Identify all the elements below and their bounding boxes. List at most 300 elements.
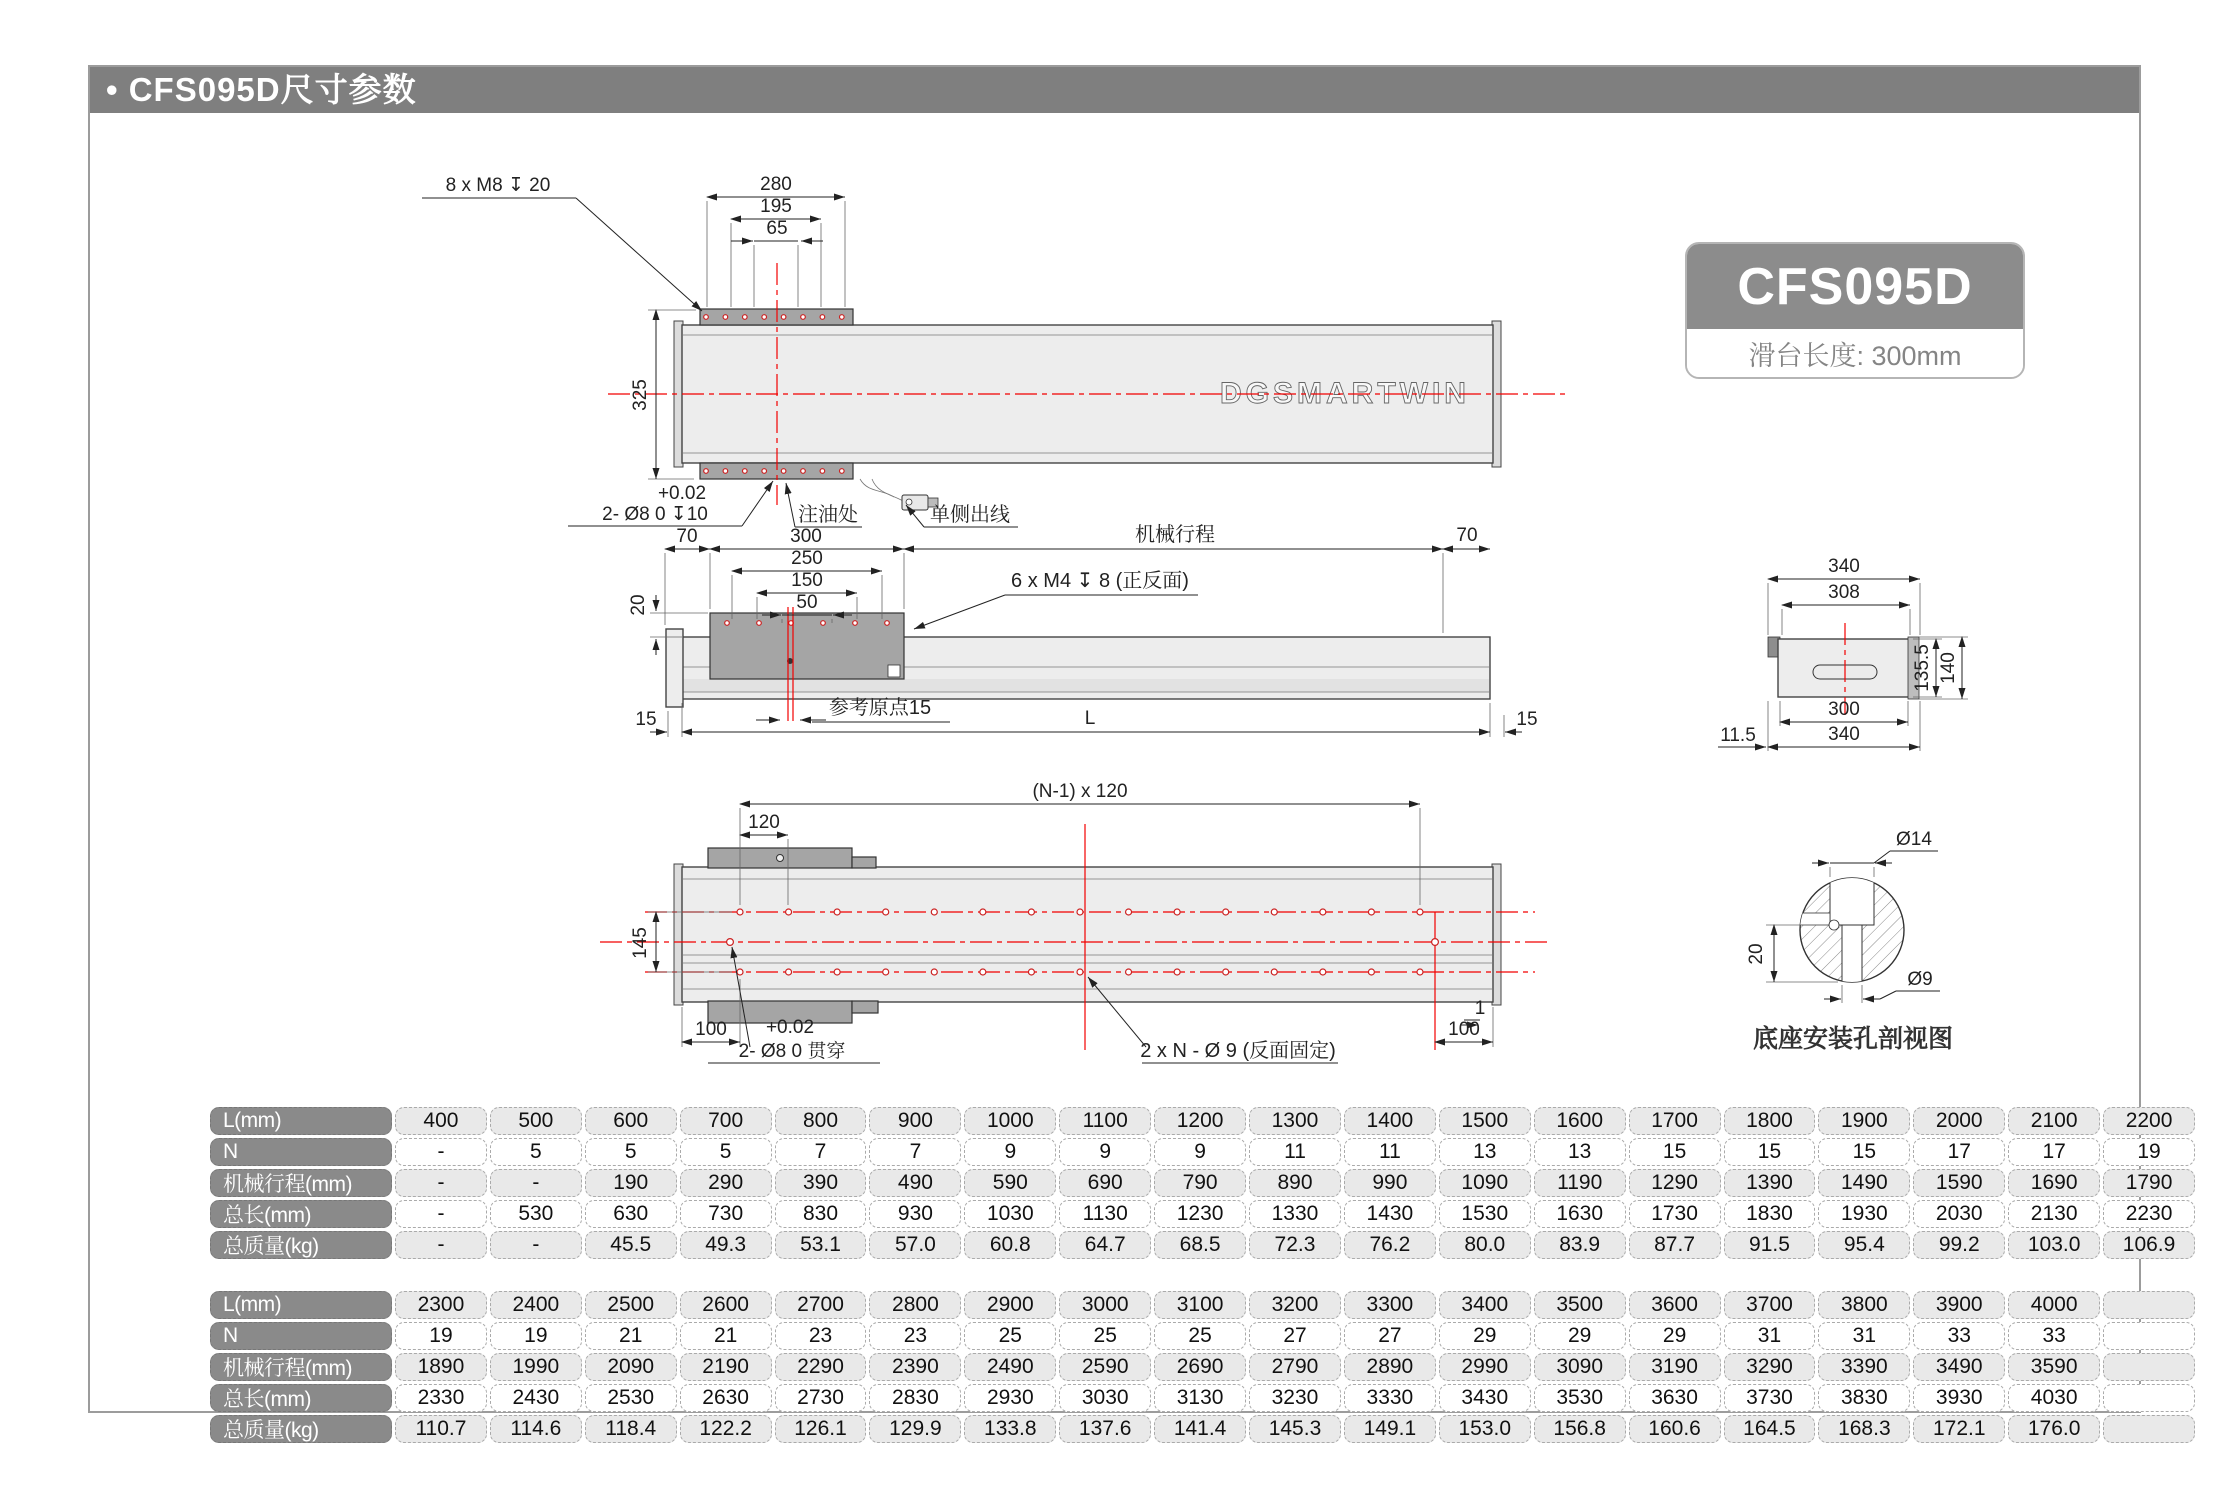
label-reference-origin: 参考原点15: [828, 697, 932, 719]
brand-logo: DGSMARTWIN: [1220, 377, 1470, 410]
table-cell: 145.3: [1249, 1415, 1341, 1443]
table-cell: 17: [2008, 1138, 2100, 1166]
table-cell: 1800: [1724, 1107, 1816, 1135]
slider-block: [710, 613, 904, 679]
table-cell: 1030: [964, 1200, 1056, 1228]
table-cell: 830: [775, 1200, 867, 1228]
table-cell: 1090: [1439, 1169, 1531, 1197]
table-cell: 1330: [1249, 1200, 1341, 1228]
hole-dot: [1028, 909, 1034, 915]
table-cell: 2300: [395, 1291, 487, 1319]
tolerance-label-bottom: +0.02: [765, 1017, 815, 1038]
dim-340-bottom: 340: [1828, 724, 1860, 745]
table-cell: 1430: [1344, 1200, 1436, 1228]
hole-dot: [1368, 969, 1374, 975]
label-screws: 8 x M8 ↧ 20: [445, 175, 551, 196]
hole-dot: [801, 315, 806, 320]
hole-dot: [781, 315, 786, 320]
spec-table-2: [210, 1291, 2195, 1443]
dim-diameter-9: Ø9: [1907, 969, 1933, 990]
hole-dot: [980, 909, 986, 915]
hole-dot: [834, 969, 840, 975]
hole-dot: [931, 909, 937, 915]
table-cell: 3700: [1724, 1291, 1816, 1319]
table-cell: [2103, 1415, 2195, 1443]
table-cell: 1290: [1629, 1169, 1721, 1197]
table-cell: 900: [869, 1107, 961, 1135]
hole-dot: [1223, 909, 1229, 915]
table-cell: 172.1: [1913, 1415, 2005, 1443]
hole-dot: [834, 909, 840, 915]
table-cell: 1000: [964, 1107, 1056, 1135]
hole-dot: [737, 909, 743, 915]
hole-dot: [840, 469, 845, 474]
table-cell: 1900: [1818, 1107, 1910, 1135]
table-cell: 11: [1344, 1138, 1436, 1166]
dim-300-end: 300: [1828, 699, 1860, 720]
table-cell: 133.8: [964, 1415, 1056, 1443]
drawing-top-view: [422, 174, 1570, 527]
table-cell: [2103, 1384, 2195, 1412]
table-cell: 21: [585, 1322, 677, 1350]
table-cell: 1130: [1059, 1200, 1151, 1228]
dim-70-right: 70: [1456, 525, 1478, 546]
hole-dot: [821, 621, 826, 626]
table-cell: 1930: [1818, 1200, 1910, 1228]
table-cell: 2390: [869, 1353, 961, 1381]
model-name: CFS095D: [1687, 244, 2023, 329]
table-cell: 122.2: [680, 1415, 772, 1443]
label-oil-port: 注油处: [798, 504, 858, 526]
hole-dot: [704, 469, 709, 474]
hole-dot: [743, 315, 748, 320]
row-header: 总质量(kg): [210, 1415, 392, 1443]
table-cell: 25: [964, 1322, 1056, 1350]
table-cell: 15: [1818, 1138, 1910, 1166]
technical-drawings: [90, 67, 2229, 1485]
hole-dot: [762, 315, 767, 320]
hole-dot: [1223, 969, 1229, 975]
hole-dot: [1174, 969, 1180, 975]
table-cell: 3530: [1534, 1384, 1626, 1412]
dim-1: 1: [1474, 998, 1486, 1019]
table-cell: 3430: [1439, 1384, 1531, 1412]
hole-dot: [723, 469, 728, 474]
table-cell: 3390: [1818, 1353, 1910, 1381]
row-header: 总长(mm): [210, 1200, 392, 1228]
table-cell: 1500: [1439, 1107, 1531, 1135]
table-cell: 490: [869, 1169, 961, 1197]
hole-dot: [885, 621, 890, 626]
table-cell: 2790: [1249, 1353, 1341, 1381]
hole-dot: [704, 315, 709, 320]
table-cell: 400: [395, 1107, 487, 1135]
table-cell: 3490: [1913, 1353, 2005, 1381]
table-cell: 1890: [395, 1353, 487, 1381]
table-cell: 80.0: [1439, 1231, 1531, 1259]
hole-dot: [723, 315, 728, 320]
table-cell: 19: [395, 1322, 487, 1350]
table-cell: 156.8: [1534, 1415, 1626, 1443]
table-cell: 19: [490, 1322, 582, 1350]
dim-280: 280: [760, 174, 792, 195]
hole-dot: [1368, 909, 1374, 915]
row-header: 总质量(kg): [210, 1231, 392, 1259]
table-cell: 1230: [1154, 1200, 1246, 1228]
table-cell: 5: [585, 1138, 677, 1166]
dim-325: 325: [630, 379, 651, 411]
table-cell: 190: [585, 1169, 677, 1197]
table-cell: 176.0: [2008, 1415, 2100, 1443]
table-cell: 3190: [1629, 1353, 1721, 1381]
hole-dot: [762, 469, 767, 474]
table-cell: 1400: [1344, 1107, 1436, 1135]
hole-dot: [883, 969, 889, 975]
table-cell: 1700: [1629, 1107, 1721, 1135]
hole-dot: [840, 315, 845, 320]
hole-dot: [781, 469, 786, 474]
content-panel: [88, 65, 2176, 1442]
table-cell: 2090: [585, 1353, 677, 1381]
table-cell: 3400: [1439, 1291, 1531, 1319]
table-cell: 53.1: [775, 1231, 867, 1259]
table-cell: 2490: [964, 1353, 1056, 1381]
table-cell: 3290: [1724, 1353, 1816, 1381]
dim-150: 150: [791, 570, 823, 591]
hole-dot: [737, 969, 743, 975]
table-cell: 2830: [869, 1384, 961, 1412]
hole-dot: [743, 469, 748, 474]
table-cell: 2100: [2008, 1107, 2100, 1135]
cable-connector: [860, 479, 938, 510]
section-caption: 底座安装孔剖视图: [1752, 1025, 1954, 1053]
table-cell: 103.0: [2008, 1231, 2100, 1259]
table-cell: 153.0: [1439, 1415, 1531, 1443]
table-cell: 2730: [775, 1384, 867, 1412]
label-mechanical-stroke: 机械行程: [1135, 524, 1215, 546]
table-cell: 137.6: [1059, 1415, 1151, 1443]
table-cell: -: [395, 1200, 487, 1228]
table-cell: 1100: [1059, 1107, 1151, 1135]
dim-300: 300: [790, 526, 822, 547]
table-cell: 3090: [1534, 1353, 1626, 1381]
dim-15-left: 15: [635, 709, 657, 730]
page-title: • CFS095D尺寸参数: [106, 71, 417, 108]
table-cell: 72.3: [1249, 1231, 1341, 1259]
hole-dot: [1320, 909, 1326, 915]
table-cell: 730: [680, 1200, 772, 1228]
dim-L: L: [1084, 708, 1096, 729]
table-cell: 3830: [1818, 1384, 1910, 1412]
table-cell: 2690: [1154, 1353, 1246, 1381]
end-bracket: [666, 629, 683, 707]
table-cell: 68.5: [1154, 1231, 1246, 1259]
table-cell: 2290: [775, 1353, 867, 1381]
table-cell: 13: [1534, 1138, 1626, 1166]
table-cell: 11: [1249, 1138, 1341, 1166]
table-cell: 76.2: [1344, 1231, 1436, 1259]
table-cell: 1990: [490, 1353, 582, 1381]
table-cell: 29: [1629, 1322, 1721, 1350]
table-cell: -: [395, 1231, 487, 1259]
table-cell: 2930: [964, 1384, 1056, 1412]
table-cell: 700: [680, 1107, 772, 1135]
table-cell: 2700: [775, 1291, 867, 1319]
table-cell: 3600: [1629, 1291, 1721, 1319]
table-cell: 25: [1059, 1322, 1151, 1350]
spec-table-1: [210, 1107, 2195, 1259]
table-cell: 990: [1344, 1169, 1436, 1197]
table-cell: 2200: [2103, 1107, 2195, 1135]
table-cell: 1790: [2103, 1169, 2195, 1197]
hole-dot: [801, 469, 806, 474]
row-header: 总长(mm): [210, 1384, 392, 1412]
table-cell: 1190: [1534, 1169, 1626, 1197]
table-cell: 2400: [490, 1291, 582, 1319]
table-cell: 3730: [1724, 1384, 1816, 1412]
table-cell: -: [395, 1169, 487, 1197]
table-cell: 27: [1344, 1322, 1436, 1350]
table-cell: 149.1: [1344, 1415, 1436, 1443]
table-cell: 1730: [1629, 1200, 1721, 1228]
table-cell: 1300: [1249, 1107, 1341, 1135]
table-cell: 19: [2103, 1138, 2195, 1166]
table-cell: 530: [490, 1200, 582, 1228]
table-cell: 7: [775, 1138, 867, 1166]
table-cell: 4030: [2008, 1384, 2100, 1412]
table-cell: 49.3: [680, 1231, 772, 1259]
table-cell: 800: [775, 1107, 867, 1135]
table-cell: 164.5: [1724, 1415, 1816, 1443]
table-cell: [2103, 1322, 2195, 1350]
table-cell: 290: [680, 1169, 772, 1197]
hole-dot: [1028, 969, 1034, 975]
dim-120: 120: [748, 812, 780, 833]
table-cell: 29: [1534, 1322, 1626, 1350]
dim-140: 140: [1938, 652, 1959, 684]
hole-dot: [1417, 969, 1423, 975]
table-cell: 2600: [680, 1291, 772, 1319]
label-m4-screws: 6 x M4 ↧ 8 (正反面): [1011, 570, 1189, 592]
table-cell: 106.9: [2103, 1231, 2195, 1259]
rail-band: [683, 679, 1489, 692]
hole-dot: [820, 469, 825, 474]
table-cell: -: [395, 1138, 487, 1166]
table-cell: 1490: [1818, 1169, 1910, 1197]
table-cell: 3200: [1249, 1291, 1341, 1319]
hole-dot: [1320, 969, 1326, 975]
hole-dot: [786, 909, 792, 915]
dim-70-left: 70: [676, 526, 698, 547]
table-cell: 141.4: [1154, 1415, 1246, 1443]
hole-dot: [931, 969, 937, 975]
dim-145: 145: [630, 927, 651, 959]
table-cell: 15: [1629, 1138, 1721, 1166]
table-cell: 3030: [1059, 1384, 1151, 1412]
table-cell: 2190: [680, 1353, 772, 1381]
table-cell: 45.5: [585, 1231, 677, 1259]
table-cell: 33: [2008, 1322, 2100, 1350]
table-cell: 7: [869, 1138, 961, 1166]
table-cell: 29: [1439, 1322, 1531, 1350]
table-cell: 1690: [2008, 1169, 2100, 1197]
hole-dot: [820, 315, 825, 320]
table-cell: 126.1: [775, 1415, 867, 1443]
dim-100-right: 100: [1448, 1019, 1480, 1040]
table-cell: 3100: [1154, 1291, 1246, 1319]
table-cell: -: [490, 1231, 582, 1259]
table-cell: 3000: [1059, 1291, 1151, 1319]
table-cell: 3500: [1534, 1291, 1626, 1319]
hole-dot: [1417, 909, 1423, 915]
dim-340-top: 340: [1828, 556, 1860, 577]
hole-dot: [757, 621, 762, 626]
table-cell: 2800: [869, 1291, 961, 1319]
table-cell: 2630: [680, 1384, 772, 1412]
row-header: 机械行程(mm): [210, 1169, 392, 1197]
table-cell: 930: [869, 1200, 961, 1228]
model-subtitle: 滑台长度: 300mm: [1687, 329, 2023, 377]
table-cell: 33: [1913, 1322, 2005, 1350]
dim-308: 308: [1828, 582, 1860, 603]
drawing-side-view: [628, 523, 1538, 737]
table-cell: 1590: [1913, 1169, 2005, 1197]
row-header: L(mm): [210, 1107, 392, 1135]
table-cell: 600: [585, 1107, 677, 1135]
table-cell: 390: [775, 1169, 867, 1197]
table-cell: 2530: [585, 1384, 677, 1412]
row-header: N: [210, 1138, 392, 1166]
hole-dot: [1174, 909, 1180, 915]
table-cell: 2990: [1439, 1353, 1531, 1381]
dim-15-right: 15: [1516, 709, 1538, 730]
drawing-bottom-view: [600, 781, 1552, 1063]
table-cell: 3130: [1154, 1384, 1246, 1412]
table-cell: 118.4: [585, 1415, 677, 1443]
label-pin-holes-bottom: 2- Ø8 0 贯穿: [738, 1041, 846, 1062]
label-pin-holes: 2- Ø8 0 ↧10: [602, 504, 708, 525]
row-header: 机械行程(mm): [210, 1353, 392, 1381]
table-cell: 1630: [1534, 1200, 1626, 1228]
hole-dot: [1271, 969, 1277, 975]
table-cell: 57.0: [869, 1231, 961, 1259]
hole-dot: [1126, 969, 1132, 975]
label-mounting-holes: 2 x N - Ø 9 (反面固定): [1140, 1040, 1336, 1062]
hole-dot: [883, 909, 889, 915]
table-cell: 2130: [2008, 1200, 2100, 1228]
table-cell: 3800: [1818, 1291, 1910, 1319]
table-cell: 630: [585, 1200, 677, 1228]
hole-dot: [1077, 969, 1083, 975]
table-cell: 17: [1913, 1138, 2005, 1166]
table-cell: 2230: [2103, 1200, 2195, 1228]
dim-11-5: 11.5: [1720, 725, 1756, 746]
table-cell: 25: [1154, 1322, 1246, 1350]
table-cell: 91.5: [1724, 1231, 1816, 1259]
table-cell: 1600: [1534, 1107, 1626, 1135]
hole-dot: [1271, 909, 1277, 915]
dim-65: 65: [766, 218, 788, 239]
drawing-section-view: [1746, 829, 1953, 1053]
table-cell: 590: [964, 1169, 1056, 1197]
table-cell: 2890: [1344, 1353, 1436, 1381]
table-cell: 9: [1154, 1138, 1246, 1166]
dim-195: 195: [760, 196, 792, 217]
table-cell: [2103, 1291, 2195, 1319]
table-cell: [2103, 1353, 2195, 1381]
table-cell: 690: [1059, 1169, 1151, 1197]
table-cell: 2900: [964, 1291, 1056, 1319]
hole-dot: [980, 969, 986, 975]
table-cell: 790: [1154, 1169, 1246, 1197]
table-cell: 31: [1724, 1322, 1816, 1350]
table-cell: 129.9: [869, 1415, 961, 1443]
table-cell: 3330: [1344, 1384, 1436, 1412]
table-cell: 1200: [1154, 1107, 1246, 1135]
table-cell: 110.7: [395, 1415, 487, 1443]
table-cell: 95.4: [1818, 1231, 1910, 1259]
dim-135-5: 135.5: [1912, 644, 1933, 692]
table-cell: 3630: [1629, 1384, 1721, 1412]
table-cell: 1390: [1724, 1169, 1816, 1197]
table-cell: 64.7: [1059, 1231, 1151, 1259]
table-cell: 2430: [490, 1384, 582, 1412]
hole-dot: [853, 621, 858, 626]
table-cell: 15: [1724, 1138, 1816, 1166]
tolerance-label: +0.02: [657, 483, 707, 504]
table-cell: 60.8: [964, 1231, 1056, 1259]
table-cell: 5: [680, 1138, 772, 1166]
table-cell: 2030: [1913, 1200, 2005, 1228]
table-cell: 3930: [1913, 1384, 2005, 1412]
table-cell: 31: [1818, 1322, 1910, 1350]
table-cell: 21: [680, 1322, 772, 1350]
table-cell: 3900: [1913, 1291, 2005, 1319]
table-cell: 23: [869, 1322, 961, 1350]
table-cell: 23: [775, 1322, 867, 1350]
table-cell: -: [490, 1169, 582, 1197]
table-cell: 1830: [1724, 1200, 1816, 1228]
hole-row-top: [737, 909, 1423, 915]
table-cell: 2590: [1059, 1353, 1151, 1381]
table-cell: 83.9: [1534, 1231, 1626, 1259]
table-cell: 1530: [1439, 1200, 1531, 1228]
table-cell: 114.6: [490, 1415, 582, 1443]
dim-20: 20: [628, 594, 649, 616]
dim-20-section: 20: [1746, 943, 1767, 965]
table-cell: 2500: [585, 1291, 677, 1319]
row-header: N: [210, 1322, 392, 1350]
table-cell: 27: [1249, 1322, 1341, 1350]
drawing-end-view: [1718, 556, 1968, 751]
dim-hole-pitch: (N-1) x 120: [1032, 781, 1128, 802]
table-cell: 2330: [395, 1384, 487, 1412]
table-cell: 3300: [1344, 1291, 1436, 1319]
hole-dot: [1077, 909, 1083, 915]
dim-250: 250: [791, 548, 823, 569]
table-cell: 890: [1249, 1169, 1341, 1197]
dim-diameter-14: Ø14: [1896, 829, 1932, 850]
row-header: L(mm): [210, 1291, 392, 1319]
table-cell: 4000: [2008, 1291, 2100, 1319]
table-cell: 168.3: [1818, 1415, 1910, 1443]
table-cell: 3590: [2008, 1353, 2100, 1381]
hole-dot: [725, 621, 730, 626]
table-cell: 3230: [1249, 1384, 1341, 1412]
table-cell: 9: [964, 1138, 1056, 1166]
table-cell: 87.7: [1629, 1231, 1721, 1259]
dim-50: 50: [796, 592, 818, 613]
